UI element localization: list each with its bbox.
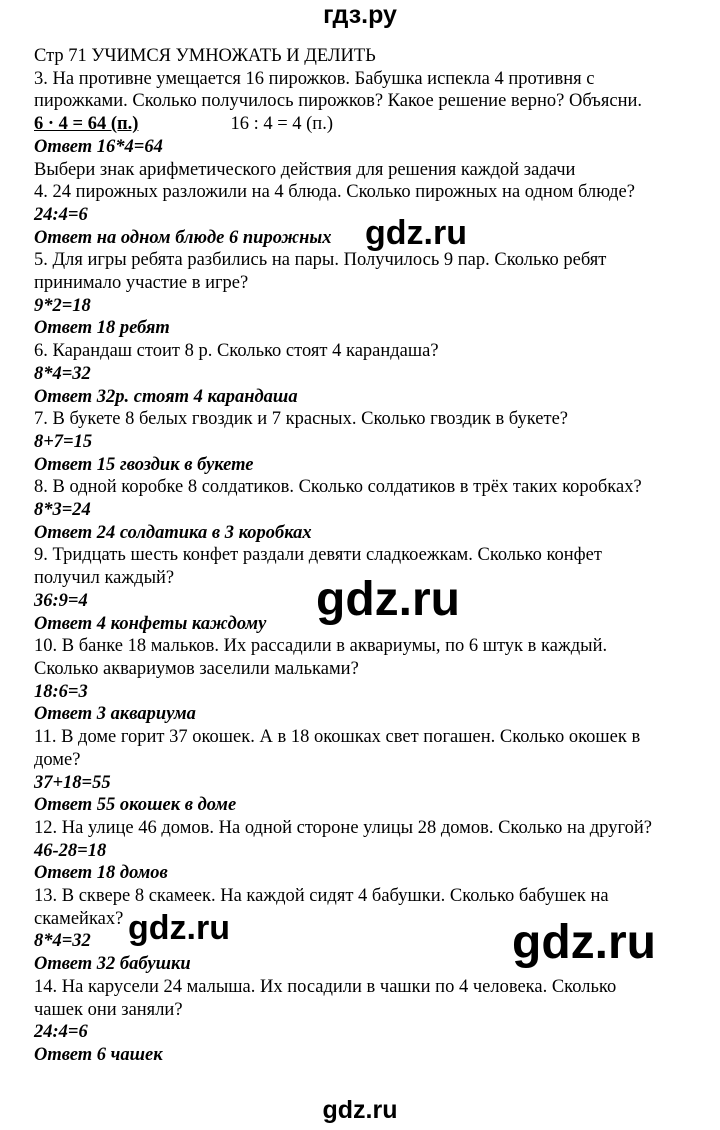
task-12-text: 12. На улице 46 домов. На одной стороне улицы 28 домов. Сколько на другой? (34, 817, 652, 838)
task-9-text: получил каждый? (34, 568, 175, 589)
answer: Ответ 55 окошек в доме (34, 795, 237, 816)
answer: Ответ 6 чашек (34, 1044, 163, 1065)
task-11-text: доме? (34, 749, 81, 770)
answer: Ответ 18 ребят (34, 318, 170, 339)
solution: 36:9=4 (34, 590, 88, 611)
correct-option: 6 · 4 = 64 (п.) (34, 114, 139, 135)
task-3-text: 3. На противне умещается 16 пирожков. Бабушка испекла 4 противня с (34, 68, 595, 89)
solution: 24:4=6 (34, 1022, 88, 1043)
watermark: gdz.ru (365, 214, 467, 252)
solution: 46-28=18 (34, 840, 107, 861)
page-title: Стр 71 УЧИМСЯ УМНОЖАТЬ И ДЕЛИТЬ (34, 46, 376, 66)
answer: Ответ 32р. стоят 4 карандаша (34, 386, 298, 407)
task-14-text: чашек они заняли? (34, 999, 183, 1020)
solution: 8+7=15 (34, 431, 93, 452)
watermark: gdz.ru (316, 573, 460, 626)
instruction: Выбери знак арифметического действия для решения каждой задачи (34, 159, 576, 180)
task-7-text: 7. В букете 8 белых гвоздик и 7 красных. Сколько гвоздик в букете? (34, 409, 569, 430)
task-10-text: 10. В банке 18 мальков. Их рассадили в аквариумы, по 6 штук в каждый. (34, 636, 608, 657)
solution: 8*3=24 (34, 500, 91, 521)
answer: Ответ 32 бабушки (34, 954, 191, 975)
answer: Ответ на одном блюде 6 пирожных (34, 227, 332, 248)
site-footer: gdz.ru (322, 1096, 398, 1124)
solution: 8*4=32 (34, 363, 91, 384)
task-5-text: принимало участие в игре? (34, 273, 249, 294)
watermark: gdz.ru (512, 916, 656, 969)
watermark: gdz.ru (128, 909, 230, 947)
task-13-text: 13. В сквере 8 скамеек. На каждой сидят 4 бабушки. Сколько бабушек на (34, 886, 609, 907)
task-13-text: скамейках? (34, 908, 124, 929)
answer: Ответ 15 гвоздик в букете (34, 454, 254, 475)
task-14-text: 14. На карусели 24 малыша. Их посадили в чашки по 4 человека. Сколько (34, 976, 617, 997)
task-5-text: 5. Для игры ребята разбились на пары. Получилось 9 пар. Сколько ребят (34, 250, 607, 271)
answer: Ответ 3 аквариума (34, 704, 196, 725)
task-4-text: 4. 24 пирожных разложили на 4 блюда. Сколько пирожных на одном блюде? (34, 182, 635, 203)
answer: Ответ 18 домов (34, 863, 168, 884)
answer: Ответ 24 солдатика в 3 коробках (34, 522, 312, 543)
task-3-options (34, 113, 714, 136)
answer: Ответ 4 конфеты каждому (34, 613, 267, 634)
solution: 37+18=55 (34, 772, 111, 793)
task-9-text: 9. Тридцать шесть конфет раздали девяти сладкоежкам. Сколько конфет (34, 545, 602, 566)
solution: 8*4=32 (34, 931, 91, 952)
solution: 18:6=3 (34, 681, 88, 702)
solution: 24:4=6 (34, 204, 88, 225)
solution: 9*2=18 (34, 295, 91, 316)
answer: Ответ 16*4=64 (34, 136, 163, 157)
task-6-text: 6. Карандаш стоит 8 р. Сколько стоят 4 карандаша? (34, 341, 439, 362)
task-3-text: пирожками. Сколько получилось пирожков? Какое решение верно? Объясни. (34, 91, 643, 112)
site-header: гдз.ру (323, 1, 397, 29)
task-8-text: 8. В одной коробке 8 солдатиков. Сколько солдатиков в трёх таких коробках? (34, 477, 642, 498)
wrong-option: 16 : 4 = 4 (п.) (230, 114, 333, 135)
task-11-text: 11. В доме горит 37 окошек. А в 18 окошках свет погашен. Сколько окошек в (34, 727, 641, 748)
task-10-text: Сколько аквариумов заселили мальками? (34, 658, 359, 679)
